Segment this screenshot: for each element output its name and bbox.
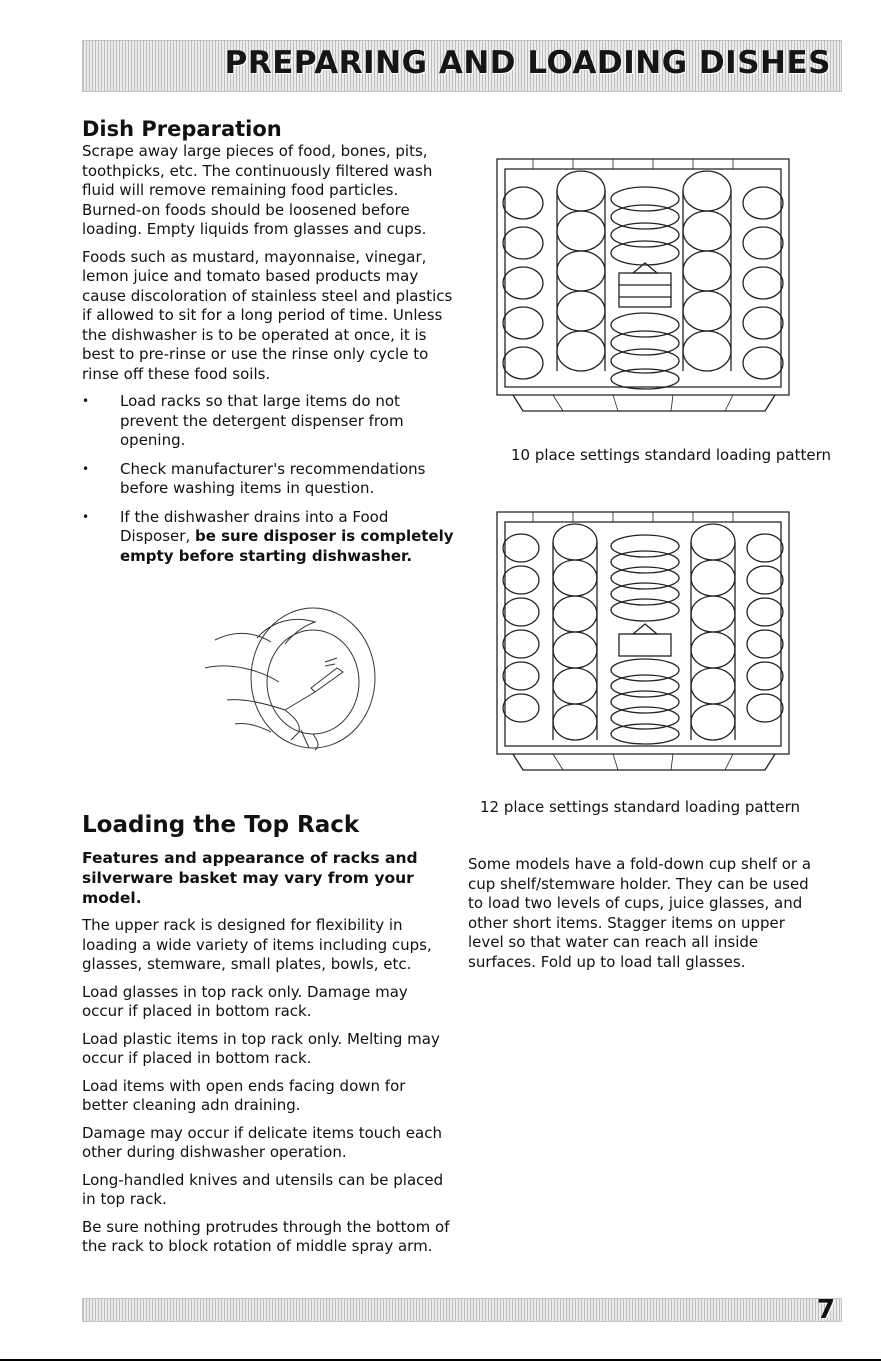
left-column [82, 116, 462, 575]
header-band [82, 40, 842, 92]
top-rack-paragraph: Damage may occur if delicate items touch each other during dishwasher operation. [82, 1123, 442, 1161]
dish-prep-paragraph-2: Foods such as mustard, mayonnaise, vinegar, lemon juice and tomato based products may cause discoloration of stainless steel and plastics if allowed to sit for a long period of time. Unless the dishwasher is to be operated at once, it is best to pre-rinse or use the rinse only cycle to rinse off these food soils. [82, 247, 453, 383]
footer-band [82, 1295, 842, 1325]
dish-prep-paragraph-1: Scrape away large pieces of food, bones, pits, toothpicks, etc. The continuously filtered wash fluid will remove remaining food particles. Burned-on foods should be loosened before loading. Empty liquids from glasses and cups. [82, 142, 433, 238]
dish-preparation-heading: Dish Preparation [82, 117, 282, 141]
bullet-item: • Load racks so that large items do not prevent the detergent dispenser from opening. [82, 392, 462, 451]
rack-12-place-settings-diagram [493, 508, 795, 776]
bullet-item [82, 508, 462, 567]
rack-10-caption: 10 place settings standard loading pattern [511, 446, 832, 464]
rack-10-place-settings-diagram [493, 155, 795, 417]
dish-scraping-illustration [175, 600, 385, 760]
cup-shelf-section [468, 855, 813, 980]
top-rack-paragraph: Load glasses in top rack only. Damage may occur if placed in bottom rack. [82, 982, 408, 1020]
top-rack-paragraph: Load items with open ends facing down for better cleaning adn draining. [82, 1076, 406, 1114]
top-rack-section [82, 812, 452, 1265]
dish-prep-bullets [82, 392, 462, 566]
bullet-item: • Check manufacturer's recommendations before washing items in question. [82, 460, 462, 499]
top-rack-paragraph: Be sure nothing protrudes through the bottom of the rack to block rotation of middle spray arm. [82, 1217, 450, 1255]
top-rack-paragraph: Load plastic items in top rack only. Melting may occur if placed in bottom rack. [82, 1029, 440, 1067]
bullet-text: If the dishwasher drains into a Food Disposer, [120, 507, 389, 545]
top-rack-model-note: Features and appearance of racks and silverware basket may vary from your model. [82, 849, 418, 907]
top-rack-paragraph: The upper rack is designed for flexibility in loading a wide variety of items including cups, glasses, stemware, small plates, bowls, etc. [82, 916, 432, 973]
top-rack-heading: Loading the Top Rack [82, 812, 360, 838]
page-number: 7 [816, 1295, 835, 1325]
page-title: PREPARING AND LOADING DISHES [224, 45, 831, 81]
cup-shelf-paragraph: Some models have a fold-down cup shelf or a cup shelf/stemware holder. They can be used to load two levels of cups, juice glasses, and other short items. Stagger items on upper level so that water can reach all inside surfaces. Fold up to load tall glasses. [468, 855, 812, 971]
bullet-bold-warning: be sure disposer is completely empty before starting dishwasher. [120, 527, 454, 565]
top-rack-paragraph: Long-handled knives and utensils can be placed in top rack. [82, 1170, 444, 1208]
rack-12-caption: 12 place settings standard loading pattern [480, 798, 801, 816]
